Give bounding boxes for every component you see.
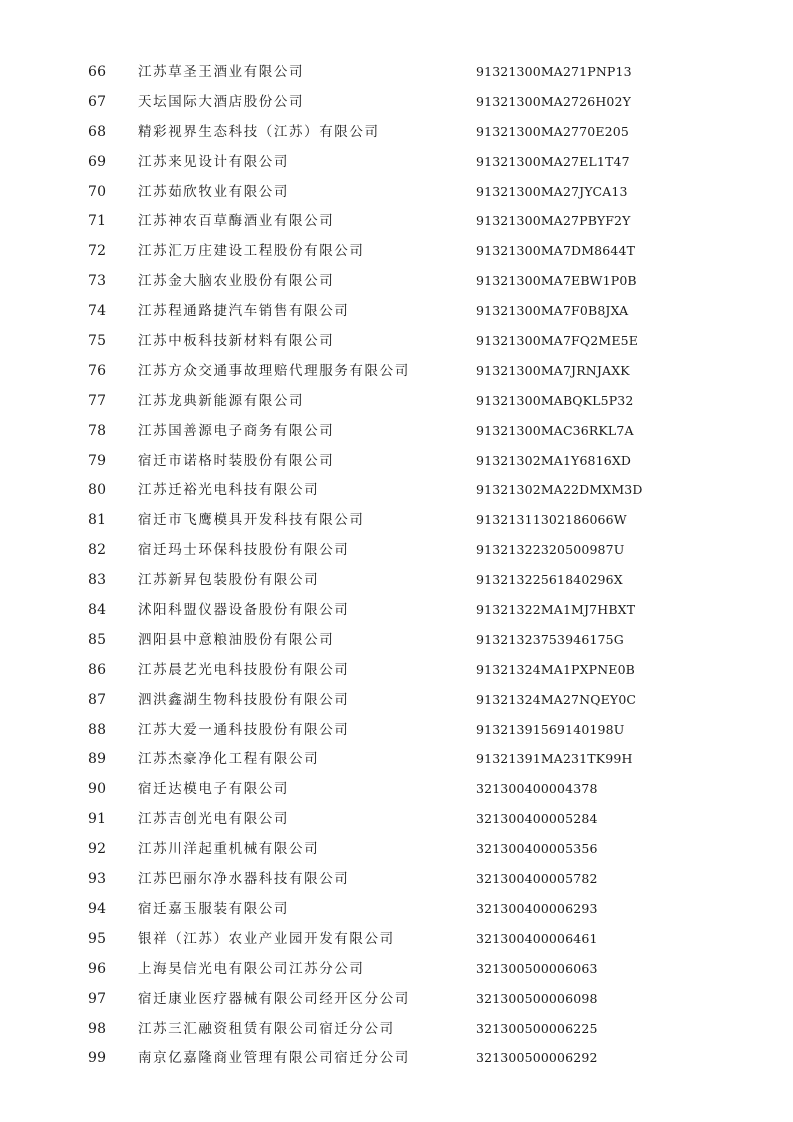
credit-code: 321300500006292 [476,1050,598,1066]
company-name: 宿迁市诺格时装股份有限公司 [138,452,335,469]
credit-code: 91321302MA22DMXM3D [476,482,643,498]
list-item [0,535,793,565]
list-item [0,206,793,236]
company-name: 宿迁康业医疗器械有限公司经开区分公司 [138,990,410,1007]
company-name: 泗洪鑫湖生物科技股份有限公司 [138,691,350,708]
list-item [0,147,793,177]
company-list [0,57,793,1073]
list-item [0,177,793,207]
list-item [0,356,793,386]
company-name: 江苏程通路捷汽车销售有限公司 [138,303,350,320]
credit-code: 321300400005284 [476,811,598,827]
list-item [0,894,793,924]
row-number: 77 [88,392,107,409]
company-name: 精彩视界生态科技（江苏）有限公司 [138,123,380,140]
row-number: 72 [88,243,107,260]
credit-code: 91321324MA1PXPNE0B [476,661,636,677]
list-item [0,475,793,505]
company-name: 宿迁嘉玉服装有限公司 [138,900,289,917]
credit-code: 91321302MA1Y6816XD [476,452,632,468]
company-name: 南京亿嘉隆商业管理有限公司宿迁分公司 [138,1050,410,1067]
row-number: 92 [88,841,107,858]
row-number: 73 [88,273,107,290]
row-number: 91 [88,811,107,828]
list-item [0,655,793,685]
row-number: 70 [88,183,107,200]
row-number: 71 [88,213,107,230]
company-name: 江苏川洋起重机械有限公司 [138,841,320,858]
credit-code: 91321311302186066W [476,512,627,528]
company-name: 江苏三汇融资租赁有限公司宿迁分公司 [138,1020,395,1037]
company-name: 江苏巴丽尔净水器科技有限公司 [138,871,350,888]
credit-code: 91321391569140198U [476,721,625,737]
credit-code: 91321300MA271PNP13 [476,64,632,79]
company-name: 江苏方众交通事故理赔代理服务有限公司 [138,362,410,379]
credit-code: 321300400006293 [476,900,598,916]
list-item [0,924,793,954]
row-number: 81 [88,512,107,529]
company-name: 江苏杰豪净化工程有限公司 [138,751,320,768]
company-name: 江苏汇万庄建设工程股份有限公司 [138,243,365,260]
list-item [0,685,793,715]
company-name: 沭阳科盟仪器设备股份有限公司 [138,602,350,619]
company-name: 江苏吉创光电有限公司 [138,811,289,828]
company-name: 江苏来见设计有限公司 [138,153,289,170]
company-name: 江苏迁裕光电科技有限公司 [138,482,320,499]
credit-code: 321300400005782 [476,871,598,887]
list-item [0,565,793,595]
list-item [0,984,793,1014]
company-name: 江苏晨艺光电科技股份有限公司 [138,661,350,678]
company-name: 银祥（江苏）农业产业园开发有限公司 [138,930,395,947]
company-name: 宿迁达模电子有限公司 [138,781,289,798]
company-name: 江苏茹欣牧业有限公司 [138,183,289,200]
list-item [0,505,793,535]
list-item [0,774,793,804]
row-number: 82 [88,542,107,559]
company-name: 宿迁市飞鹰模具开发科技有限公司 [138,512,365,529]
row-number: 96 [88,960,107,977]
row-number: 80 [88,482,107,499]
credit-code: 91321300MA7JRNJAXK [476,362,630,378]
list-item [0,595,793,625]
company-name: 泗阳县中意粮油股份有限公司 [138,631,335,648]
credit-code: 321300500006063 [476,960,598,976]
credit-code: 91321300MA7DM8644T [476,243,636,259]
list-item [0,416,793,446]
row-number: 74 [88,303,107,320]
credit-code: 321300400004378 [476,781,598,797]
row-number: 69 [88,153,107,170]
credit-code: 91321322MA1MJ7HBXT [476,602,636,618]
list-item [0,57,793,87]
company-name: 上海昊信光电有限公司江苏分公司 [138,960,365,977]
credit-code: 321300500006098 [476,990,598,1006]
credit-code: 91321300MA2726H02Y [476,93,632,109]
row-number: 68 [88,123,107,140]
list-item [0,236,793,266]
credit-code: 91321322561840296X [476,572,623,588]
company-name: 江苏龙典新能源有限公司 [138,392,305,409]
list-item [0,326,793,356]
company-name: 江苏神农百草酶酒业有限公司 [138,213,335,230]
row-number: 95 [88,930,107,947]
list-item [0,117,793,147]
credit-code: 321300400006461 [476,930,598,946]
row-number: 76 [88,362,107,379]
row-number: 79 [88,452,107,469]
company-name: 江苏草圣王酒业有限公司 [138,64,305,80]
list-item [0,296,793,326]
row-number: 93 [88,871,107,888]
list-item [0,804,793,834]
company-name: 天坛国际大酒店股份公司 [138,93,305,110]
list-item [0,864,793,894]
row-number: 97 [88,990,107,1007]
row-number: 78 [88,422,107,439]
row-number: 90 [88,781,107,798]
list-item [0,834,793,864]
list-item [0,1043,793,1073]
row-number: 85 [88,631,107,648]
row-number: 98 [88,1020,107,1037]
row-number: 88 [88,721,107,738]
credit-code: 91321300MA7F0B8JXA [476,303,629,319]
row-number: 99 [88,1050,107,1067]
row-number: 67 [88,93,107,110]
credit-code: 91321391MA231TK99H [476,751,633,767]
list-item [0,715,793,745]
company-name: 江苏金大脑农业股份有限公司 [138,273,335,290]
row-number: 86 [88,661,107,678]
list-item [0,87,793,117]
credit-code: 321300500006225 [476,1020,598,1036]
credit-code: 91321300MABQKL5P32 [476,392,634,408]
row-number: 75 [88,333,107,350]
list-item [0,266,793,296]
credit-code: 91321300MA27EL1T47 [476,153,630,169]
credit-code: 91321300MA27PBYF2Y [476,213,631,229]
company-name: 江苏大爱一通科技股份有限公司 [138,721,350,738]
company-name: 宿迁玛士环保科技股份有限公司 [138,542,350,559]
credit-code: 91321324MA27NQEY0C [476,691,637,707]
row-number: 89 [88,751,107,768]
row-number: 87 [88,691,107,708]
credit-code: 91321300MA7EBW1P0B [476,273,637,289]
list-item [0,954,793,984]
list-item [0,1014,793,1044]
row-number: 84 [88,602,107,619]
list-item [0,386,793,416]
row-number: 66 [88,64,107,80]
list-item [0,744,793,774]
credit-code: 91321322320500987U [476,542,625,558]
credit-code: 321300400005356 [476,841,598,857]
company-name: 江苏中板科技新材料有限公司 [138,333,335,350]
list-item [0,446,793,476]
credit-code: 91321300MA27JYCA13 [476,183,628,199]
row-number: 83 [88,572,107,589]
list-item [0,625,793,655]
company-name: 江苏新昇包装股份有限公司 [138,572,320,589]
credit-code: 91321300MA2770E205 [476,123,629,139]
credit-code: 91321300MA7FQ2ME5E [476,333,638,349]
credit-code: 91321323753946175G [476,631,624,647]
company-name: 江苏国善源电子商务有限公司 [138,422,335,439]
credit-code: 91321300MAC36RKL7A [476,422,634,438]
row-number: 94 [88,900,107,917]
